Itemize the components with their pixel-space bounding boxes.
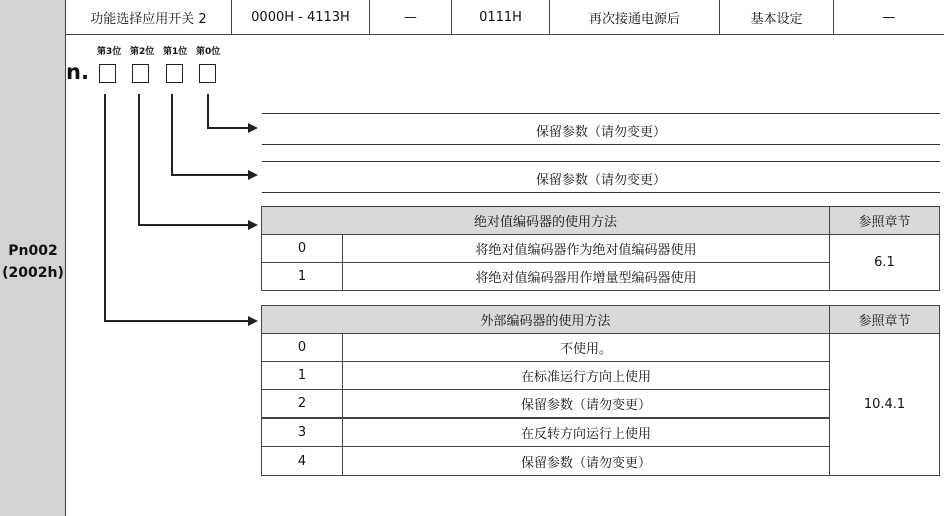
ext-encoder-row-1-value: 1	[261, 361, 343, 390]
abs-encoder-ref-value: 6.1	[829, 234, 940, 291]
ext-encoder-row-2-value: 2	[261, 389, 343, 418]
ext-encoder-ref-value: 10.4.1	[829, 333, 940, 476]
header-category: 基本设定	[720, 0, 834, 35]
reserved-row-1-bottom-line	[262, 192, 940, 193]
param-id-hex: (2002h)	[2, 265, 64, 281]
arrow-digit-1	[248, 170, 258, 180]
header-effective: 再次接通电源后	[550, 0, 720, 35]
digit-prefix: n.	[66, 60, 89, 84]
ext-encoder-row-3-desc: 在反转方向运行上使用	[342, 418, 830, 447]
connector-digit-0-vertical	[207, 94, 209, 129]
reserved-row-1-top-line	[262, 161, 940, 162]
arrow-digit-2	[248, 220, 258, 230]
ext-encoder-row-0-desc: 不使用。	[342, 333, 830, 362]
connector-digit-2-vertical	[138, 94, 140, 226]
connector-digit-1-vertical	[171, 94, 173, 176]
ext-encoder-row-2-desc: 保留参数（请勿变更）	[342, 389, 830, 418]
ext-encoder-row-0-value: 0	[261, 333, 343, 362]
abs-encoder-row-0-value: 0	[261, 234, 343, 263]
ext-encoder-row-4-desc: 保留参数（请勿变更）	[342, 446, 830, 476]
abs-encoder-ref-header: 参照章节	[829, 206, 940, 235]
connector-digit-2-horizontal	[138, 224, 249, 226]
digit-label-3: 第3位	[97, 47, 122, 57]
digit-label-1: 第1位	[163, 47, 188, 57]
digit-box-0	[199, 64, 216, 83]
arrow-digit-0	[248, 123, 258, 133]
digit-label-2: 第2位	[130, 47, 155, 57]
param-id-number: Pn002	[8, 243, 58, 259]
ext-encoder-ref-header: 参照章节	[829, 305, 940, 334]
abs-encoder-title: 绝对值编码器的使用方法	[261, 206, 830, 235]
digit-box-2	[132, 64, 149, 83]
header-param-name: 功能选择应用开关 2	[66, 0, 232, 35]
digit-box-1	[166, 64, 183, 83]
abs-encoder-row-1-value: 1	[261, 262, 343, 291]
header-reference: —	[834, 0, 944, 35]
connector-digit-1-horizontal	[171, 174, 249, 176]
reserved-row-0-text: 保留参数（请勿变更）	[535, 125, 666, 140]
connector-digit-3-vertical	[104, 94, 106, 322]
digit-label-0: 第0位	[196, 47, 221, 57]
reserved-row-1-text: 保留参数（请勿变更）	[535, 173, 666, 188]
connector-digit-3-horizontal	[104, 320, 249, 322]
header-default: 0111H	[452, 0, 550, 35]
arrow-digit-3	[248, 316, 258, 326]
abs-encoder-row-1-desc: 将绝对值编码器用作增量型编码器使用	[342, 262, 830, 291]
reserved-row-0-top-line	[262, 113, 940, 114]
param-id	[0, 240, 66, 284]
header-unit: —	[370, 0, 452, 35]
ext-encoder-row-3-value: 3	[261, 418, 343, 447]
ext-encoder-title: 外部编码器的使用方法	[261, 305, 830, 334]
ext-encoder-row-1-desc: 在标准运行方向上使用	[342, 361, 830, 390]
abs-encoder-row-0-desc: 将绝对值编码器作为绝对值编码器使用	[342, 234, 830, 263]
connector-digit-0-horizontal	[207, 127, 249, 129]
digit-box-3	[99, 64, 116, 83]
ext-encoder-row-4-value: 4	[261, 446, 343, 476]
header-range: 0000H - 4113H	[232, 0, 370, 35]
reserved-row-0-bottom-line	[262, 144, 940, 145]
